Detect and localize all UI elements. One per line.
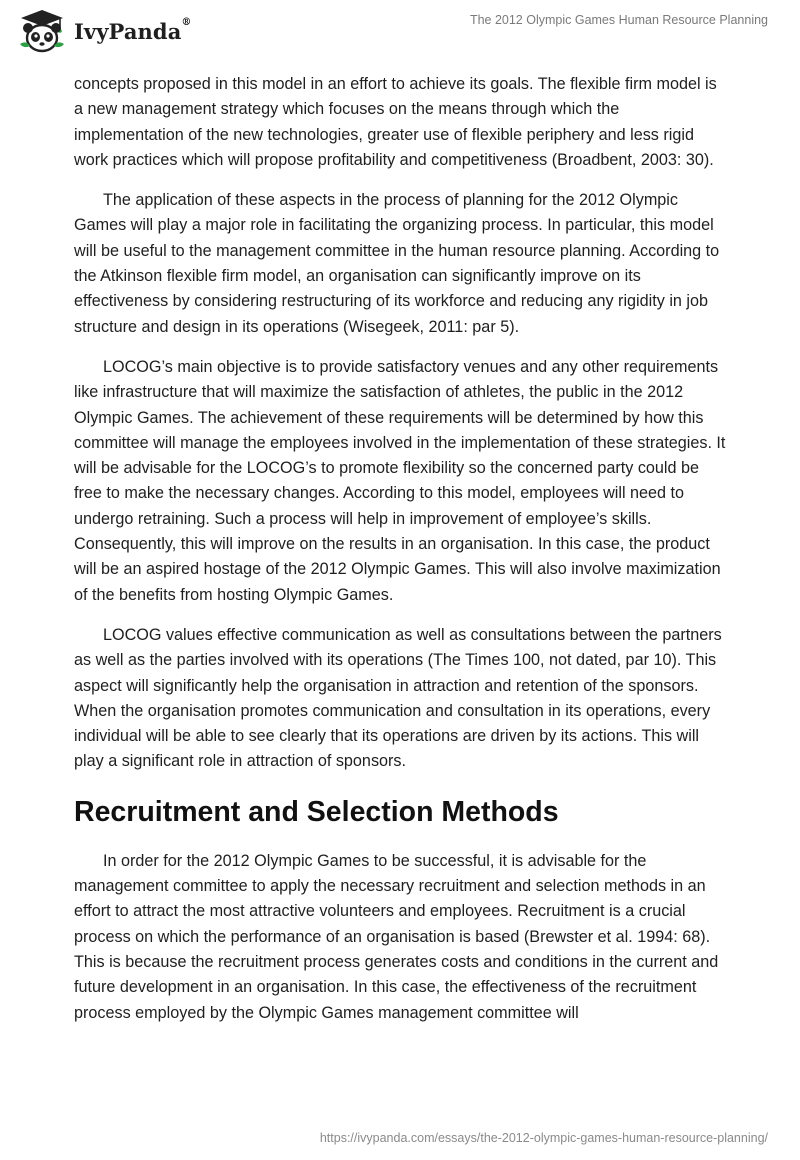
essay-body — [74, 72, 730, 1041]
paragraph: concepts proposed in this model in an effort to achieve its goals. The flexible firm model is a new management strategy which focuses on the means through which the implementation of the new technologies, greater use of flexible periphery and less rigid work practices which will propose profitability and competitiveness (Broadbent, 2003: 30). — [74, 75, 717, 169]
page-header — [0, 0, 800, 70]
source-url[interactable]: https://ivypanda.com/essays/the-2012-olympic-games-human-resource-planning/ — [319, 1131, 768, 1145]
panda-graduate-icon — [16, 8, 68, 54]
paragraph: In order for the 2012 Olympic Games to be successful, it is advisable for the management committee to apply the necessary recruitment and selection methods in an effort to attract the most attractive volunteers and employees. Recruitment is a crucial process on which the performance of an organisation is based (Brewster et al. 1994: 68). This is because the recruitment process generates costs and conditions in the current and future development in an organisation. In this case, the effectiveness of the recruitment process employed by the Olympic Games management committee will — [74, 851, 719, 1022]
paragraph: LOCOG’s main objective is to provide satisfactory venues and any other requirements like infrastructure that will maximize the satisfaction of athletes, the public in the 2012 Olympic Games. The achievement of these requirements will be determined by how this committee will manage the employees involved in the implementation of these strategies. It will be advisable for the LOCOG’s to promote flexibility so the concerned party could be free to make the necessary changes. According to this model, employees will need to undergo retraining. Such a process will help in improvement of employee’s skills. Consequently, this will improve on the results in an organisation. In this case, the product will be an aspired hostage of the 2012 Olympic Games. This will also involve maximization of the benefits from hosting Olympic Games. — [74, 357, 726, 604]
section-heading: Recruitment and Selection Methods — [74, 795, 559, 828]
brand-name: IvyPanda® — [74, 16, 192, 44]
ivypanda-logo[interactable] — [16, 8, 192, 54]
paragraph: LOCOG values effective communication as well as consultations between the partners as well as the parties involved with its operations (The Times 100, not dated, par 10). This aspect will significantly help the organisation in attraction and retention of the sponsors. When the organisation promotes communication and consultation in its operations, every individual will be able to see clearly that its operations are driven by its actions. This will play a significant role in attraction of sponsors. — [74, 625, 722, 771]
document-title: The 2012 Olympic Games Human Resource Planning — [469, 13, 768, 27]
paragraph: The application of these aspects in the process of planning for the 2012 Olympic Games will play a major role in facilitating the organizing process. In particular, this model will be useful to the management committee in the human resource planning. According to the Atkinson flexible firm model, an organisation can significantly improve on its effectiveness by considering restructuring of its workforce and reducing any rigidity in job structure and design in its operations (Wisegeek, 2011: par 5). — [74, 191, 720, 336]
